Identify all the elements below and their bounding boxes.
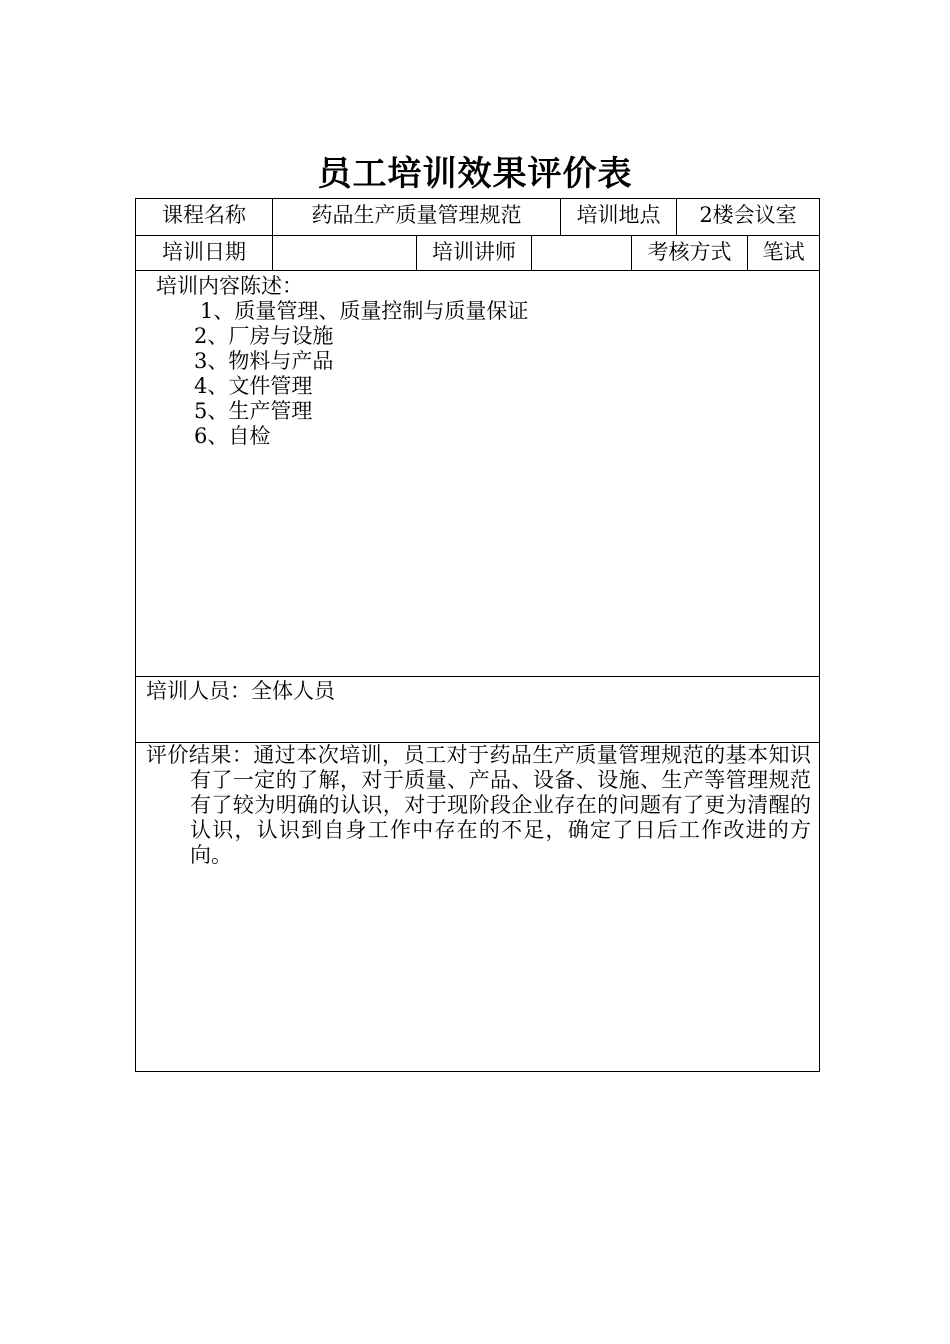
list-item: 6、自检 xyxy=(194,424,271,448)
assessment-label: 考核方式 xyxy=(632,236,748,270)
list-item: 5、生产管理 xyxy=(194,399,313,423)
evaluation-form-table xyxy=(135,198,820,1072)
evaluation-result-section xyxy=(136,743,819,1071)
list-item: 2、厂房与设施 xyxy=(194,324,334,348)
training-content-list xyxy=(194,299,528,449)
table-row-course xyxy=(136,199,819,236)
list-item: 3、物料与产品 xyxy=(194,349,334,373)
assessment-value: 笔试 xyxy=(762,240,805,264)
training-date-label: 培训日期 xyxy=(136,236,273,270)
location-value: 2楼会议室 xyxy=(699,203,797,227)
lecturer-value xyxy=(532,236,632,270)
training-personnel-section xyxy=(136,677,819,743)
training-content-section xyxy=(136,271,819,677)
list-item: 4、文件管理 xyxy=(194,374,313,398)
table-row-date xyxy=(136,236,819,271)
location-label: 培训地点 xyxy=(561,199,677,235)
training-personnel-text: 培训人员：全体人员 xyxy=(146,679,335,703)
page-title: 员工培训效果评价表 xyxy=(317,154,633,194)
course-name-value: 药品生产质量管理规范 xyxy=(273,199,561,235)
training-date-value xyxy=(273,236,417,270)
list-item: 1、质量管理、质量控制与质量保证 xyxy=(200,299,529,323)
course-name-label: 课程名称 xyxy=(136,199,273,235)
training-content-label: 培训内容陈述： xyxy=(156,274,303,298)
evaluation-result-text: 评价结果：通过本次培训，员工对于药品生产质量管理规范的基本知识有了一定的了解，对于质量、产品、设备、设施、生产等管理规范有了较为明确的认识，对于现阶段企业存在的问题有了更为清醒的认识，认识到自身工作中存在的不足，确定了日后工作改进的方向。 xyxy=(146,743,811,867)
lecturer-label: 培训讲师 xyxy=(417,236,532,270)
